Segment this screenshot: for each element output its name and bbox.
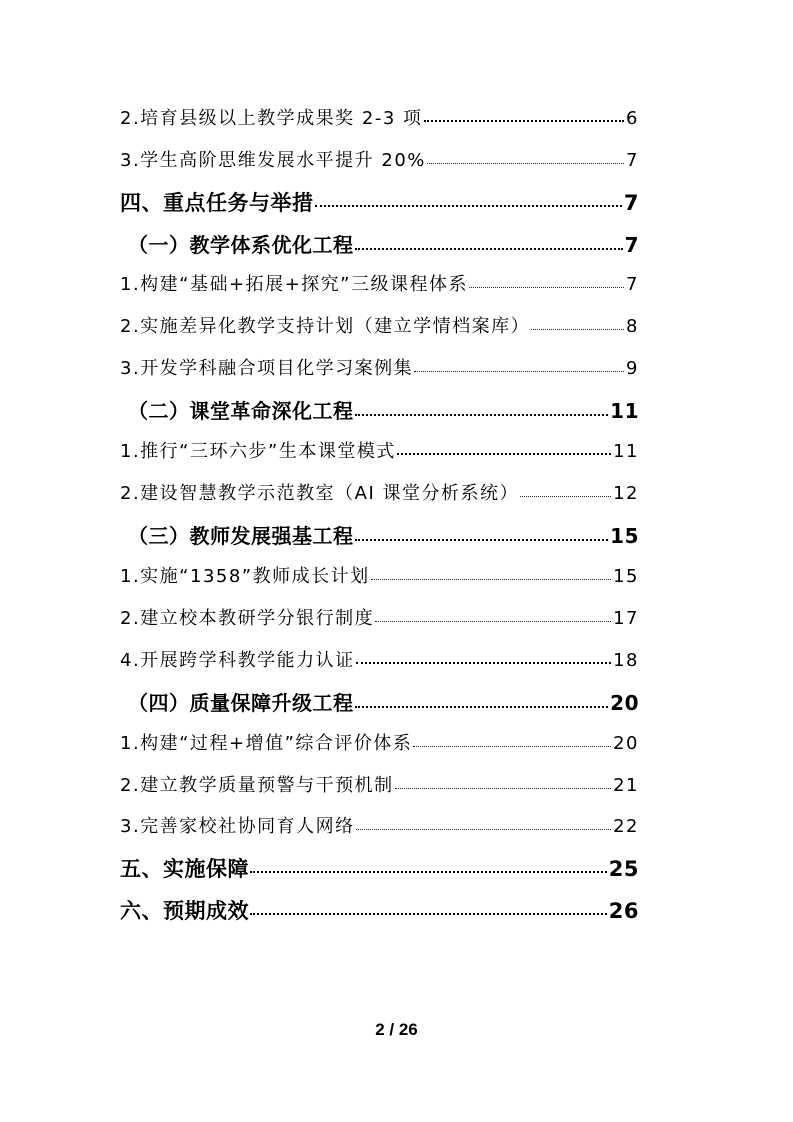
toc-entry-label: 3.学生高阶思维发展水平提升 20% [120,150,426,171]
toc-entry[interactable] [120,562,639,588]
toc-entry[interactable] [120,771,639,797]
dot-leader [356,814,611,832]
toc-entry-label: 1.构建“基础+拓展+探究”三级课程体系 [120,274,468,295]
dot-leader [395,773,611,791]
toc-entry-label: 六、预期成效 [120,899,249,923]
toc-entry-page: 21 [613,775,639,796]
toc-entry-label: 3.完善家校社协同育人网络 [120,816,355,837]
toc-entry-page: 7 [624,233,639,257]
dot-leader [355,690,609,710]
toc-entry-page: 7 [623,191,639,215]
toc-entry-page: 18 [613,650,639,671]
toc-entry-label: 1.实施“1358”教师成长计划 [120,566,370,587]
toc-entry[interactable] [120,646,639,672]
toc-entry[interactable] [120,104,639,130]
toc-entry-label: 1.推行“三环六步”生本课堂模式 [120,441,396,462]
toc-entry-label: 2.建立教学质量预警与干预机制 [120,775,394,796]
dot-leader [531,314,624,332]
dot-leader [355,398,609,418]
toc-entry[interactable] [120,604,639,630]
toc-entry[interactable] [120,229,639,258]
dot-leader [413,731,611,749]
dot-leader [520,481,611,499]
toc-entry-label: 2.建设智慧教学示范教室（AI 课堂分析系统） [120,483,520,504]
toc-entry-page: 7 [626,274,639,295]
toc-entry-page: 9 [626,358,639,379]
toc-entry-label: 五、实施保障 [120,857,249,881]
toc-entry[interactable] [120,395,639,424]
toc-entry-label: 2.培育县级以上教学成果奖 2-3 项 [120,108,423,129]
toc-entry[interactable] [120,354,639,380]
toc-entry[interactable] [120,312,639,338]
dot-leader [355,232,623,252]
toc-entry[interactable] [120,853,639,883]
dot-leader [356,648,611,666]
toc-entry-label: （一）教学体系优化工程 [128,233,354,257]
dot-leader [315,189,622,210]
toc-entry-page: 6 [626,108,639,129]
toc-entry-label: 四、重点任务与举措 [120,191,314,215]
toc-entry-page: 20 [610,691,639,715]
toc-entry-label: （二）课堂革命深化工程 [128,399,354,423]
page-number: 2 / 26 [375,1020,418,1039]
toc-entry-page: 20 [613,733,639,754]
dot-leader [414,356,624,374]
toc-entry[interactable] [120,187,639,217]
toc-entry-page: 11 [613,441,639,462]
toc-entry[interactable] [120,812,639,838]
toc-entry-page: 25 [608,857,639,881]
toc-entry[interactable] [120,270,639,296]
dot-leader [250,855,607,876]
dot-leader [250,897,607,918]
toc-entry-label: 2.建立校本教研学分银行制度 [120,608,375,629]
dot-leader [371,564,611,582]
toc-entry-page: 15 [610,524,639,548]
toc-entry-page: 12 [613,483,639,504]
toc-entry[interactable] [120,437,639,463]
toc-entry-label: 1.构建“过程+增值”综合评价体系 [120,733,413,754]
toc-entry[interactable] [120,729,639,755]
toc-entry[interactable] [120,687,639,716]
toc-entry-page: 17 [613,608,639,629]
dot-leader [424,106,625,124]
toc-entry-page: 26 [608,899,639,923]
toc-entry[interactable] [120,520,639,549]
toc-entry-label: 2.实施差异化教学支持计划（建立学情档案库） [120,316,531,337]
dot-leader [375,606,611,624]
toc-entry-page: 15 [613,566,639,587]
toc-entry-page: 22 [613,816,639,837]
toc-entry-page: 11 [610,399,639,423]
toc-entry-label: （四）质量保障升级工程 [128,691,354,715]
toc-entry-label: 3.开发学科融合项目化学习案例集 [120,358,414,379]
dot-leader [427,148,624,166]
toc-entry-page: 8 [626,316,639,337]
toc-entry-page: 7 [626,150,639,171]
toc-entry-label: 4.开展跨学科教学能力认证 [120,650,355,671]
toc-entry[interactable] [120,146,639,172]
toc-entry[interactable] [120,895,639,925]
dot-leader [355,523,609,543]
toc-entry-label: （三）教师发展强基工程 [128,524,354,548]
toc-entry[interactable] [120,479,639,505]
dot-leader [469,272,624,290]
dot-leader [397,439,611,457]
